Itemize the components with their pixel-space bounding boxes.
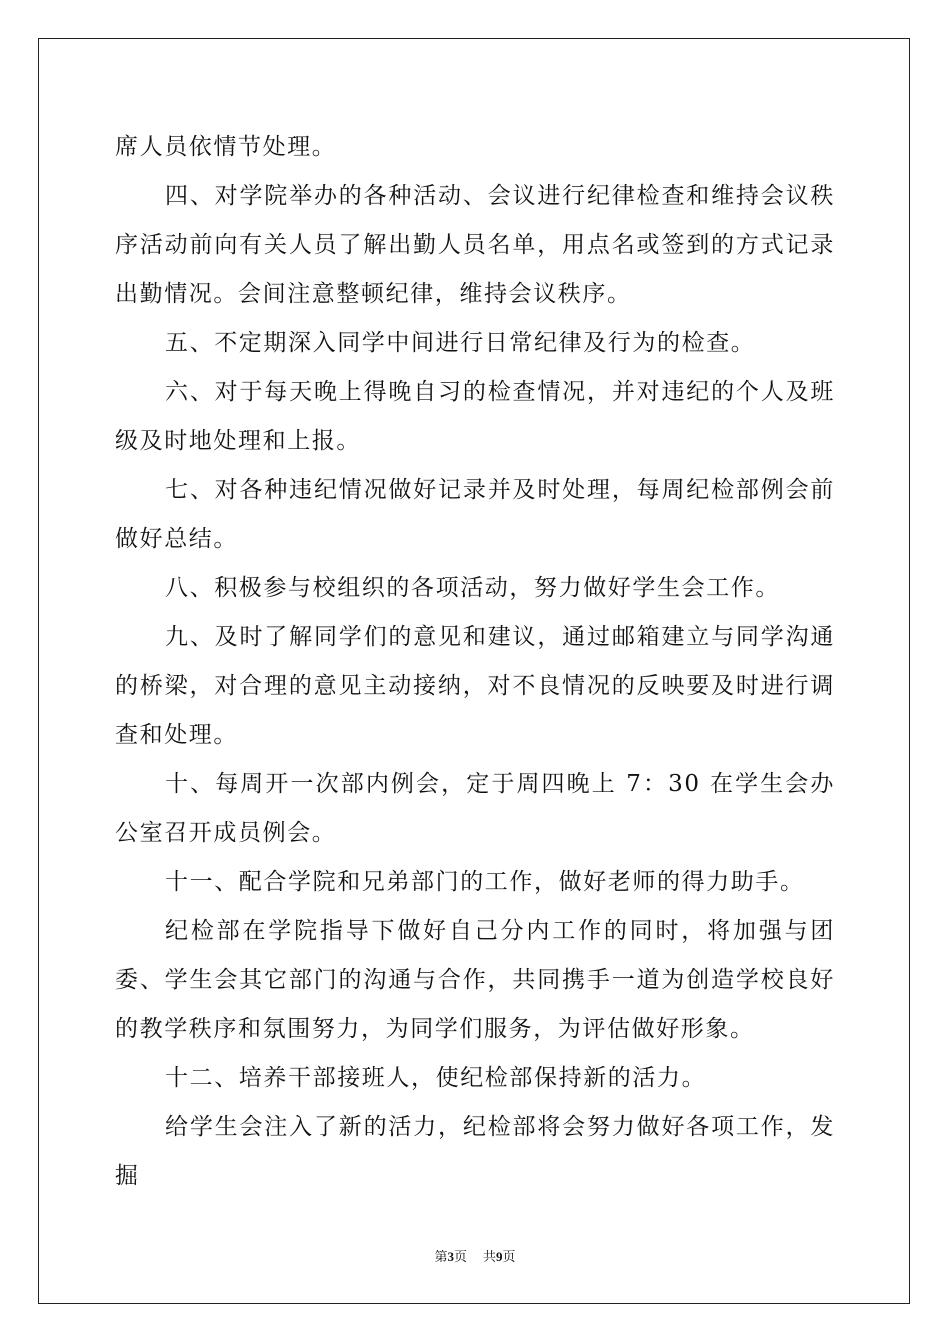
paragraph: 七、对各种违纪情况做好记录并及时处理，每周纪检部例会前做好总结。 [115,477,835,552]
total-suffix: 页 [502,1250,516,1265]
page-number: 3 [447,1249,454,1264]
paragraph: 给学生会注入了新的活力，纪检部将会努力做好各项工作，发掘 [115,1114,835,1189]
paragraph: 十、每周开一次部内例会，定于周四晚上 7：30 在学生会办公室召开成员例会。 [115,771,835,846]
paragraph: 八、积极参与校组织的各项活动，努力做好学生会工作。 [165,575,780,601]
paragraph: 十一、配合学院和兄弟部门的工作，做好老师的得力助手。 [165,869,805,895]
paragraph: 五、不定期深入同学中间进行日常纪律及行为的检查。 [165,330,756,356]
document-body [115,123,835,1201]
page-suffix: 页 [453,1250,467,1265]
paragraph: 四、对学院举办的各种活动、会议进行纪律检查和维持会议秩序活动前向有关人员了解出勤人员名单，用点名或签到的方式记录出勤情况。会间注意整顿纪律，维持会议秩序。 [115,183,835,307]
paragraph: 十二、培养干部接班人，使纪检部保持新的活力。 [165,1065,707,1091]
paragraph: 九、及时了解同学们的意见和建议，通过邮箱建立与同学沟通的桥梁，对合理的意见主动接纳，对不良情况的反映要及时进行调查和处理。 [115,624,835,748]
page-footer [0,1246,950,1265]
total-pages: 9 [496,1249,503,1264]
paragraph: 六、对于每天晚上得晚自习的检查情况，并对违纪的个人及班级及时地处理和上报。 [115,379,835,454]
paragraph: 纪检部在学院指导下做好自己分内工作的同时，将加强与团委、学生会其它部门的沟通与合作，共同携手一道为创造学校良好的教学秩序和氛围努力，为同学们服务，为评估做好形象。 [115,918,835,1042]
total-prefix: 共 [483,1250,497,1265]
page-prefix: 第 [434,1250,448,1265]
paragraph: 席人员依情节处理。 [115,134,337,160]
